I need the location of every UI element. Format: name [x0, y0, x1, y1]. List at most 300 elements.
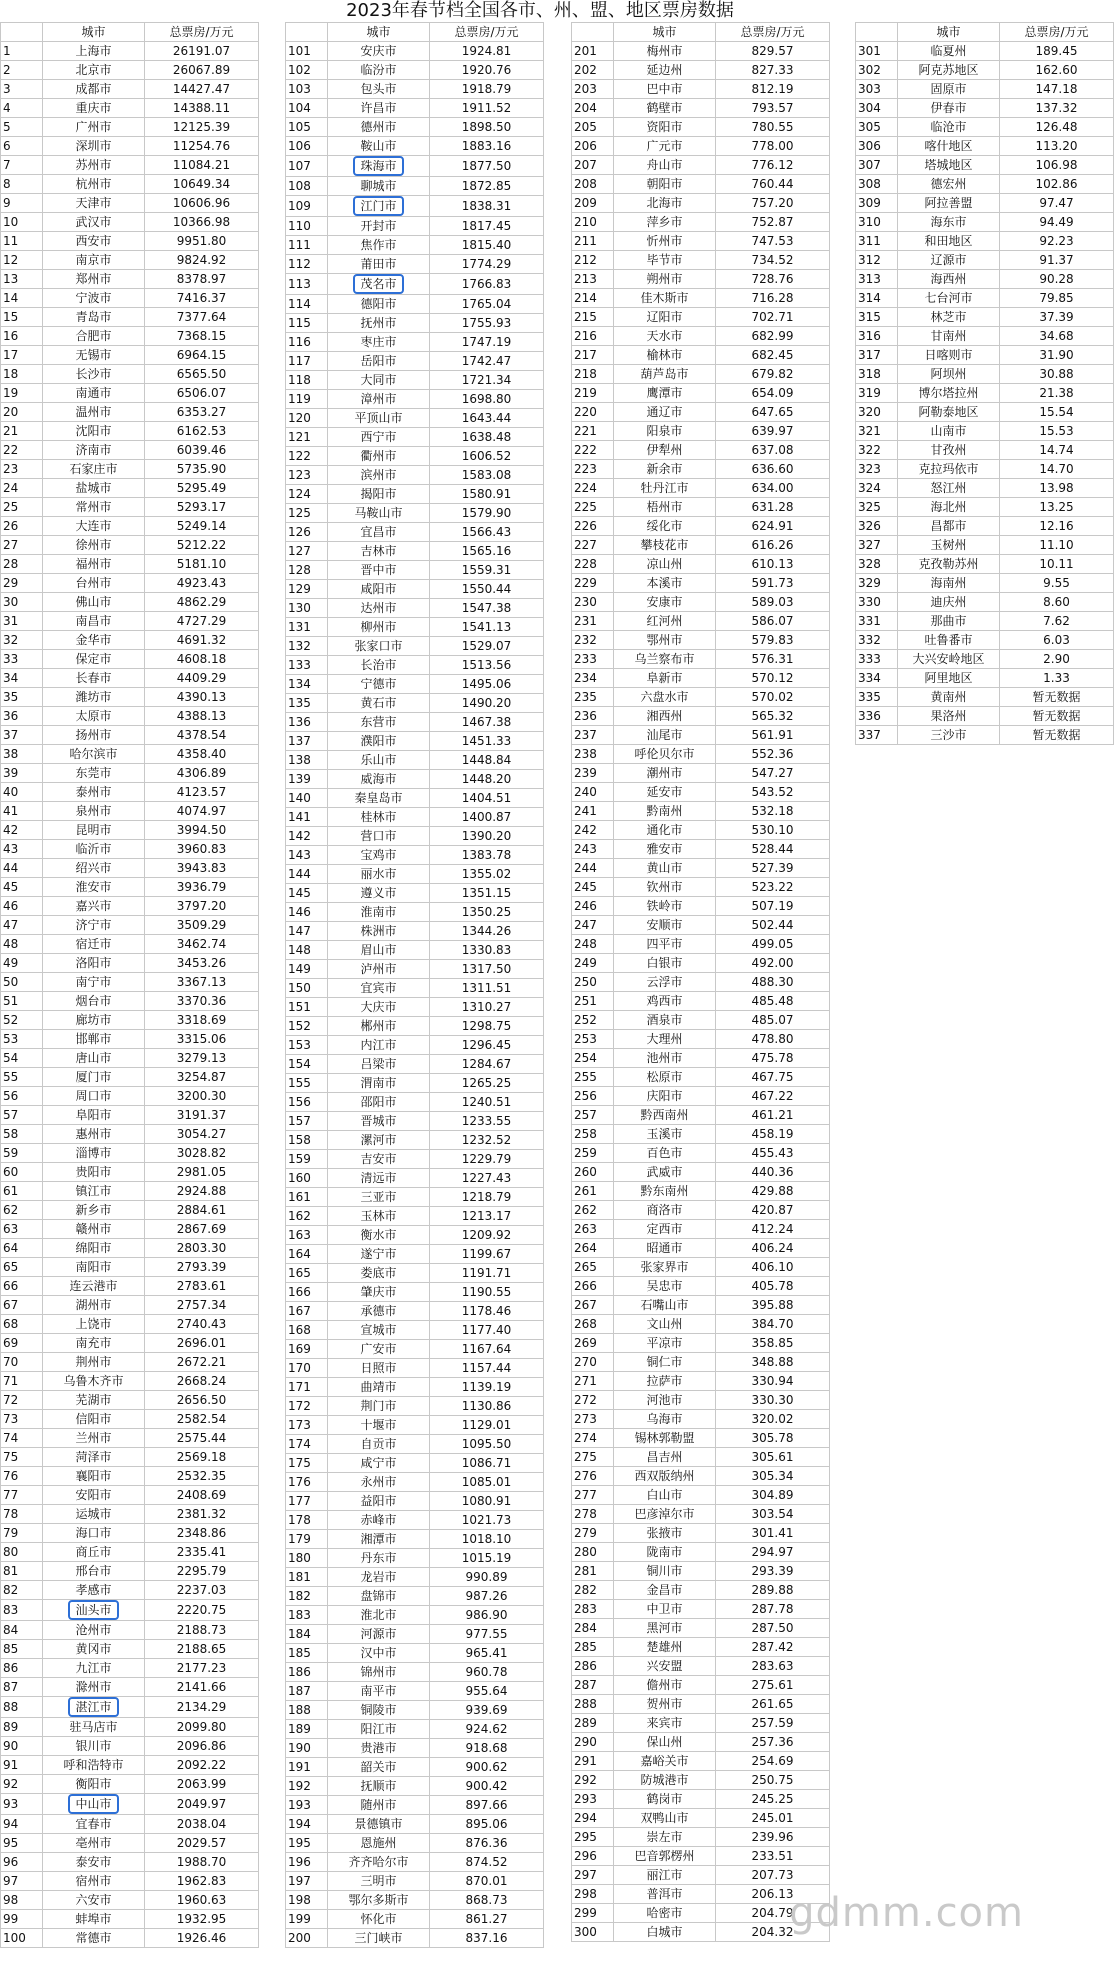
table-row	[572, 669, 830, 688]
box-office-cell: 1296.45	[430, 1036, 544, 1055]
city-cell: 马鞍山市	[328, 504, 430, 523]
box-office-cell: 239.96	[716, 1828, 830, 1847]
city-cell: 临沂市	[43, 840, 145, 859]
city-cell: 舟山市	[614, 156, 716, 175]
table-header-row	[572, 23, 830, 42]
city-cell: 延安市	[614, 783, 716, 802]
box-office-cell: 1448.20	[430, 770, 544, 789]
rank-cell: 270	[572, 1353, 614, 1372]
rank-cell: 6	[1, 137, 43, 156]
rank-cell: 74	[1, 1429, 43, 1448]
rank-cell: 201	[572, 42, 614, 61]
box-office-cell: 3367.13	[145, 973, 259, 992]
rank-cell: 73	[1, 1410, 43, 1429]
table-row	[1, 745, 259, 764]
table-row	[1, 1467, 259, 1486]
table-row	[1, 1524, 259, 1543]
city-cell: 丽水市	[328, 865, 430, 884]
table-row	[1, 707, 259, 726]
table-row	[286, 1074, 544, 1093]
city-cell: 东莞市	[43, 764, 145, 783]
table-row	[856, 61, 1114, 80]
box-office-header: 总票房/万元	[1000, 23, 1114, 42]
city-cell: 营口市	[328, 827, 430, 846]
city-cell: 海东市	[898, 213, 1000, 232]
box-office-cell: 2188.73	[145, 1621, 259, 1640]
table-row	[1, 137, 259, 156]
table-row	[1, 1258, 259, 1277]
rank-cell: 246	[572, 897, 614, 916]
box-office-cell: 1747.19	[430, 333, 544, 352]
table-row	[286, 542, 544, 561]
rank-cell: 93	[1, 1794, 43, 1815]
box-office-cell: 420.87	[716, 1201, 830, 1220]
rank-cell: 179	[286, 1530, 328, 1549]
city-cell: 厦门市	[43, 1068, 145, 1087]
city-cell: 昆明市	[43, 821, 145, 840]
box-office-cell: 2096.86	[145, 1737, 259, 1756]
city-cell: 伊犁州	[614, 441, 716, 460]
city-cell: 贺州市	[614, 1695, 716, 1714]
rank-cell: 314	[856, 289, 898, 308]
box-office-cell: 1218.79	[430, 1188, 544, 1207]
box-office-cell: 747.53	[716, 232, 830, 251]
rank-cell: 259	[572, 1144, 614, 1163]
rank-cell: 14	[1, 289, 43, 308]
rank-cell: 20	[1, 403, 43, 422]
city-cell: 吴忠市	[614, 1277, 716, 1296]
box-office-cell: 734.52	[716, 251, 830, 270]
rank-header	[1, 23, 43, 42]
rank-cell: 35	[1, 688, 43, 707]
table-row	[286, 1777, 544, 1796]
table-row	[1, 1621, 259, 1640]
box-office-cell: 631.28	[716, 498, 830, 517]
city-cell: 渭南市	[328, 1074, 430, 1093]
table-row	[572, 80, 830, 99]
table-row	[572, 1315, 830, 1334]
box-office-cell: 837.16	[430, 1929, 544, 1948]
rank-cell: 37	[1, 726, 43, 745]
box-office-cell: 485.48	[716, 992, 830, 1011]
table-row	[572, 1087, 830, 1106]
table-row	[286, 1302, 544, 1321]
box-office-cell: 861.27	[430, 1910, 544, 1929]
rank-cell: 157	[286, 1112, 328, 1131]
table-row	[286, 1853, 544, 1872]
rank-cell: 212	[572, 251, 614, 270]
rank-cell: 213	[572, 270, 614, 289]
table-row	[1, 1486, 259, 1505]
city-cell: 怀化市	[328, 1910, 430, 1929]
city-cell: 陇南市	[614, 1543, 716, 1562]
box-office-cell: 1774.29	[430, 255, 544, 274]
table-row	[856, 289, 1114, 308]
city-cell: 鸡西市	[614, 992, 716, 1011]
rank-cell: 319	[856, 384, 898, 403]
box-office-cell: 1513.56	[430, 656, 544, 675]
city-cell: 玉树州	[898, 536, 1000, 555]
box-office-cell: 2924.88	[145, 1182, 259, 1201]
box-office-cell: 868.73	[430, 1891, 544, 1910]
table-row	[1, 251, 259, 270]
box-office-cell: 2672.21	[145, 1353, 259, 1372]
city-cell: 钦州市	[614, 878, 716, 897]
box-office-cell: 1018.10	[430, 1530, 544, 1549]
rank-cell: 221	[572, 422, 614, 441]
highlighted-city: 江门市	[353, 196, 403, 216]
city-cell: 宣城市	[328, 1321, 430, 1340]
rank-cell: 252	[572, 1011, 614, 1030]
box-office-cell: 5181.10	[145, 555, 259, 574]
city-cell: 濮阳市	[328, 732, 430, 751]
box-office-cell: 1233.55	[430, 1112, 544, 1131]
rank-cell: 307	[856, 156, 898, 175]
city-cell: 信阳市	[43, 1410, 145, 1429]
table-row	[286, 808, 544, 827]
rank-cell: 176	[286, 1473, 328, 1492]
city-cell: 白城市	[614, 1923, 716, 1942]
table-row	[572, 726, 830, 745]
city-cell: 衢州市	[328, 447, 430, 466]
rank-cell: 335	[856, 688, 898, 707]
box-office-cell: 暂无数据	[1000, 688, 1114, 707]
box-office-cell: 2029.57	[145, 1834, 259, 1853]
city-cell: 金华市	[43, 631, 145, 650]
table-row	[572, 878, 830, 897]
rank-cell: 57	[1, 1106, 43, 1125]
table-row	[572, 365, 830, 384]
table-row	[572, 1790, 830, 1809]
table-row	[856, 669, 1114, 688]
city-cell: 白银市	[614, 954, 716, 973]
box-office-cell: 2575.44	[145, 1429, 259, 1448]
table-row	[572, 1619, 830, 1638]
rank-cell: 183	[286, 1606, 328, 1625]
rank-cell: 98	[1, 1891, 43, 1910]
table-row	[1, 1600, 259, 1621]
city-header: 城市	[898, 23, 1000, 42]
rank-cell: 84	[1, 1621, 43, 1640]
rank-cell: 175	[286, 1454, 328, 1473]
table-row	[286, 694, 544, 713]
box-office-cell: 6353.27	[145, 403, 259, 422]
rank-cell: 264	[572, 1239, 614, 1258]
city-cell: 南充市	[43, 1334, 145, 1353]
box-office-cell: 7368.15	[145, 327, 259, 346]
table-row	[286, 1473, 544, 1492]
box-office-cell: 293.39	[716, 1562, 830, 1581]
city-cell: 遂宁市	[328, 1245, 430, 1264]
rank-cell: 8	[1, 175, 43, 194]
box-office-cell: 1580.91	[430, 485, 544, 504]
box-office-cell: 283.63	[716, 1657, 830, 1676]
city-cell: 郴州市	[328, 1017, 430, 1036]
box-office-cell: 4074.97	[145, 802, 259, 821]
box-office-cell: 233.51	[716, 1847, 830, 1866]
rank-cell: 198	[286, 1891, 328, 1910]
box-office-cell: 97.47	[1000, 194, 1114, 213]
rank-cell: 333	[856, 650, 898, 669]
city-cell: 延边州	[614, 61, 716, 80]
box-office-cell: 1400.87	[430, 808, 544, 827]
table-row	[286, 236, 544, 255]
box-office-cell: 429.88	[716, 1182, 830, 1201]
city-cell: 百色市	[614, 1144, 716, 1163]
box-office-cell: 2099.80	[145, 1718, 259, 1737]
rank-cell: 244	[572, 859, 614, 878]
city-cell: 自贡市	[328, 1435, 430, 1454]
box-office-cell: 2884.61	[145, 1201, 259, 1220]
table-row	[856, 42, 1114, 61]
rank-cell: 89	[1, 1718, 43, 1737]
rank-cell: 215	[572, 308, 614, 327]
city-cell: 大理州	[614, 1030, 716, 1049]
table-row	[572, 61, 830, 80]
city-cell: 忻州市	[614, 232, 716, 251]
city-cell: 嘉峪关市	[614, 1752, 716, 1771]
table-row	[572, 1277, 830, 1296]
rank-cell: 202	[572, 61, 614, 80]
box-office-cell: 1139.19	[430, 1378, 544, 1397]
rank-cell: 277	[572, 1486, 614, 1505]
city-cell: 岳阳市	[328, 352, 430, 371]
box-office-cell: 3797.20	[145, 897, 259, 916]
table-row	[572, 1429, 830, 1448]
city-cell: 广州市	[43, 118, 145, 137]
box-office-cell: 1.33	[1000, 669, 1114, 688]
table-row	[572, 346, 830, 365]
table-row	[286, 80, 544, 99]
rank-cell: 283	[572, 1600, 614, 1619]
city-cell: 海北州	[898, 498, 1000, 517]
table-row	[572, 1068, 830, 1087]
city-cell: 林芝市	[898, 308, 1000, 327]
city-cell: 庆阳市	[614, 1087, 716, 1106]
box-office-cell: 4123.57	[145, 783, 259, 802]
rank-cell: 214	[572, 289, 614, 308]
box-office-cell: 3054.27	[145, 1125, 259, 1144]
table-row	[1, 232, 259, 251]
table-row	[856, 308, 1114, 327]
box-office-cell: 14427.47	[145, 80, 259, 99]
box-office-cell: 6964.15	[145, 346, 259, 365]
table-row	[1, 1125, 259, 1144]
table-row	[572, 1144, 830, 1163]
box-office-cell: 2793.39	[145, 1258, 259, 1277]
table-row	[286, 1720, 544, 1739]
city-cell: 石家庄市	[43, 460, 145, 479]
box-office-cell: 2757.34	[145, 1296, 259, 1315]
city-cell: 攀枝花市	[614, 536, 716, 555]
box-office-cell: 162.60	[1000, 61, 1114, 80]
city-cell: 太原市	[43, 707, 145, 726]
box-office-cell: 1898.50	[430, 118, 544, 137]
rank-cell: 63	[1, 1220, 43, 1239]
city-cell: 三亚市	[328, 1188, 430, 1207]
table-row	[572, 1220, 830, 1239]
city-cell: 山南市	[898, 422, 1000, 441]
rank-cell: 18	[1, 365, 43, 384]
table-row	[572, 840, 830, 859]
city-cell: 上饶市	[43, 1315, 145, 1334]
city-cell: 崇左市	[614, 1828, 716, 1847]
box-office-cell: 8.60	[1000, 593, 1114, 612]
box-office-cell: 960.78	[430, 1663, 544, 1682]
rank-cell: 66	[1, 1277, 43, 1296]
table-row	[572, 175, 830, 194]
box-office-cell: 467.22	[716, 1087, 830, 1106]
table-row	[286, 1701, 544, 1720]
rank-cell: 178	[286, 1511, 328, 1530]
city-cell: 张掖市	[614, 1524, 716, 1543]
table-row	[286, 1435, 544, 1454]
city-cell: 常德市	[43, 1929, 145, 1948]
city-cell: 巴中市	[614, 80, 716, 99]
city-cell: 丹东市	[328, 1549, 430, 1568]
table-row	[1, 498, 259, 517]
box-office-cell: 1080.91	[430, 1492, 544, 1511]
rank-cell: 78	[1, 1505, 43, 1524]
rank-cell: 121	[286, 428, 328, 447]
city-cell: 保定市	[43, 650, 145, 669]
rank-cell: 286	[572, 1657, 614, 1676]
rank-cell: 278	[572, 1505, 614, 1524]
city-cell: 玉溪市	[614, 1125, 716, 1144]
box-office-cell: 1872.85	[430, 177, 544, 196]
table-row	[856, 536, 1114, 555]
city-cell: 湘西州	[614, 707, 716, 726]
rank-cell: 136	[286, 713, 328, 732]
city-cell: 南京市	[43, 251, 145, 270]
city-cell: 丽江市	[614, 1866, 716, 1885]
table-row	[572, 1695, 830, 1714]
table-row	[572, 1467, 830, 1486]
rank-cell: 135	[286, 694, 328, 713]
highlighted-city: 湛江市	[68, 1697, 118, 1717]
box-office-cell: 79.85	[1000, 289, 1114, 308]
rank-cell: 13	[1, 270, 43, 289]
table-row	[286, 637, 544, 656]
box-office-cell: 2668.24	[145, 1372, 259, 1391]
rank-cell: 11	[1, 232, 43, 251]
rank-cell: 177	[286, 1492, 328, 1511]
rank-cell: 309	[856, 194, 898, 213]
box-office-cell: 812.19	[716, 80, 830, 99]
rank-cell: 245	[572, 878, 614, 897]
watermark: gdmm.com	[789, 1890, 1024, 1936]
rank-cell: 289	[572, 1714, 614, 1733]
box-office-cell: 2092.22	[145, 1756, 259, 1775]
box-office-cell: 6162.53	[145, 422, 259, 441]
city-cell: 宁德市	[328, 675, 430, 694]
rank-cell: 24	[1, 479, 43, 498]
box-office-cell: 257.59	[716, 1714, 830, 1733]
table-row	[286, 865, 544, 884]
rank-cell: 180	[286, 1549, 328, 1568]
table-row	[1, 536, 259, 555]
box-office-cell: 26067.89	[145, 61, 259, 80]
box-office-cell: 294.97	[716, 1543, 830, 1562]
box-office-cell: 4691.32	[145, 631, 259, 650]
rank-cell: 321	[856, 422, 898, 441]
city-cell: 中卫市	[614, 1600, 716, 1619]
table-row	[856, 441, 1114, 460]
city-cell: 武威市	[614, 1163, 716, 1182]
city-cell: 本溪市	[614, 574, 716, 593]
table-row	[286, 1872, 544, 1891]
city-cell: 芜湖市	[43, 1391, 145, 1410]
table-row	[1, 422, 259, 441]
box-office-cell: 2867.69	[145, 1220, 259, 1239]
city-cell: 晋城市	[328, 1112, 430, 1131]
rank-cell: 304	[856, 99, 898, 118]
box-office-cell: 257.36	[716, 1733, 830, 1752]
table-row	[1, 1775, 259, 1794]
city-cell: 阜阳市	[43, 1106, 145, 1125]
rank-cell: 203	[572, 80, 614, 99]
rank-cell: 169	[286, 1340, 328, 1359]
table-row	[1, 574, 259, 593]
city-cell: 漳州市	[328, 390, 430, 409]
rank-cell: 194	[286, 1815, 328, 1834]
box-office-cell: 1015.19	[430, 1549, 544, 1568]
box-office-cell: 11.10	[1000, 536, 1114, 555]
city-cell: 福州市	[43, 555, 145, 574]
city-cell: 南阳市	[43, 1258, 145, 1277]
city-cell: 荆门市	[328, 1397, 430, 1416]
city-cell: 呼伦贝尔市	[614, 745, 716, 764]
box-office-cell: 7377.64	[145, 308, 259, 327]
rank-cell: 168	[286, 1321, 328, 1340]
table-row	[286, 1663, 544, 1682]
box-office-cell: 13.98	[1000, 479, 1114, 498]
table-row	[1, 479, 259, 498]
rank-cell: 193	[286, 1796, 328, 1815]
city-cell: 贵阳市	[43, 1163, 145, 1182]
table-row	[286, 675, 544, 694]
box-office-header: 总票房/万元	[430, 23, 544, 42]
table-row	[856, 650, 1114, 669]
rank-cell: 29	[1, 574, 43, 593]
city-cell: 西宁市	[328, 428, 430, 447]
rank-cell: 159	[286, 1150, 328, 1169]
city-cell: 无锡市	[43, 346, 145, 365]
rank-header	[572, 23, 614, 42]
rank-cell: 15	[1, 308, 43, 327]
table-row	[1, 840, 259, 859]
city-cell: 黄南州	[898, 688, 1000, 707]
city-cell: 阳泉市	[614, 422, 716, 441]
table-row	[286, 1739, 544, 1758]
city-cell: 抚州市	[328, 314, 430, 333]
table-row	[286, 1207, 544, 1226]
city-cell: 邯郸市	[43, 1030, 145, 1049]
city-cell: 新乡市	[43, 1201, 145, 1220]
rank-cell: 227	[572, 536, 614, 555]
city-cell: 朔州市	[614, 270, 716, 289]
box-office-cell: 965.41	[430, 1644, 544, 1663]
rank-cell: 112	[286, 255, 328, 274]
city-cell: 阿克苏地区	[898, 61, 1000, 80]
table-row	[856, 498, 1114, 517]
city-cell: 防城港市	[614, 1771, 716, 1790]
city-cell: 来宾市	[614, 1714, 716, 1733]
rank-cell: 229	[572, 574, 614, 593]
table-row	[286, 1549, 544, 1568]
table-row	[572, 118, 830, 137]
table-row	[286, 827, 544, 846]
